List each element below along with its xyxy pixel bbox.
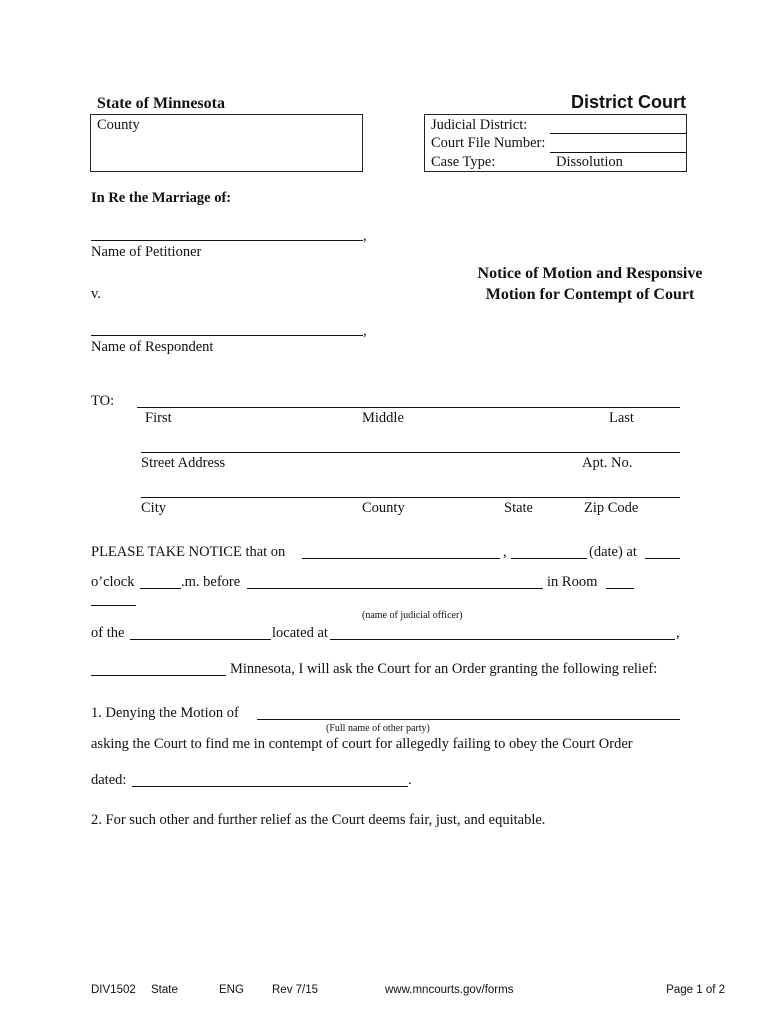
state-label: State (504, 500, 533, 516)
relief-item-2: 2. For such other and further relief as the Court deems fair, just, and equitable. (91, 812, 546, 828)
street-address-field[interactable] (141, 452, 680, 453)
other-party-hint: (Full name of other party) (326, 723, 430, 734)
respondent-comma: , (363, 323, 367, 339)
footer-language: ENG (219, 984, 244, 996)
hearing-hour-field[interactable] (645, 558, 680, 559)
minnesota-relief-sentence: Minnesota, I will ask the Court for an Order granting the following relief: (230, 661, 658, 677)
am-pm-field[interactable] (140, 588, 181, 589)
case-info-box (424, 114, 687, 172)
footer-website-link[interactable]: www.mncourts.gov/forms (385, 984, 514, 996)
judicial-district-label: Judicial District: (431, 117, 528, 133)
hearing-date-field[interactable] (511, 558, 587, 559)
document-title-line2: Motion for Contempt of Court (485, 286, 695, 303)
m-before-label: .m. before (181, 574, 241, 590)
street-address-label: Street Address (141, 455, 226, 471)
state-title: State of Minnesota (97, 95, 225, 112)
located-at-label: located at (272, 625, 328, 641)
footer-scope: State (151, 984, 178, 996)
footer-revision: Rev 7/15 (272, 984, 319, 996)
footer-form-id: DIV1502 (91, 984, 136, 996)
oclock-label: o’clock (91, 574, 135, 590)
to-label: TO: (91, 393, 115, 409)
document-title (400, 263, 770, 305)
respondent-label: Name of Respondent (91, 339, 214, 355)
document-title-line1: Notice of Motion and Responsive (477, 265, 703, 282)
relief-item-1-body: asking the Court to find me in contempt of court for allegedly failing to obey the Court Order (91, 736, 633, 752)
judicial-officer-hint: (name of judicial officer) (362, 610, 463, 621)
county-box[interactable] (90, 114, 363, 172)
in-room-label: in Room (547, 574, 598, 590)
dated-period: . (408, 772, 412, 788)
petitioner-label: Name of Petitioner (91, 244, 202, 260)
room-field-continued[interactable] (91, 605, 136, 606)
court-location-field[interactable] (330, 639, 675, 640)
county-label: County (97, 117, 140, 133)
last-name-label: Last (609, 410, 634, 426)
hearing-day-field[interactable] (302, 558, 500, 559)
court-order-date-field[interactable] (132, 786, 408, 787)
middle-name-label: Middle (362, 410, 404, 426)
case-type-label: Case Type: (431, 154, 496, 170)
dated-label: dated: (91, 772, 127, 788)
county-name-field[interactable] (130, 639, 271, 640)
notice-comma: , (503, 544, 507, 560)
respondent-name-field[interactable] (91, 335, 363, 336)
judicial-officer-field[interactable] (247, 588, 543, 589)
city-name-field[interactable] (91, 675, 226, 676)
court-title: District Court (570, 92, 686, 112)
first-name-label: First (145, 410, 172, 426)
date-at-label: (date) at (589, 544, 637, 560)
other-party-name-field[interactable] (257, 719, 680, 720)
in-re-heading: In Re the Marriage of: (91, 190, 232, 206)
relief-item-1-prefix: 1. Denying the Motion of (91, 705, 239, 721)
room-field[interactable] (606, 588, 634, 589)
petitioner-comma: , (363, 228, 367, 244)
court-file-number-field[interactable] (550, 152, 687, 153)
judicial-district-field[interactable] (550, 133, 687, 134)
please-take-notice: PLEASE TAKE NOTICE that on (91, 544, 286, 560)
court-file-number-label: Court File Number: (431, 135, 546, 151)
apt-label: Apt. No. (582, 455, 633, 471)
versus: v. (91, 286, 101, 302)
zip-code-label: Zip Code (584, 500, 639, 516)
location-comma: , (676, 625, 680, 641)
petitioner-name-field[interactable] (91, 240, 363, 241)
city-label: City (141, 500, 166, 516)
case-type-value: Dissolution (556, 154, 623, 170)
of-the-label: of the (91, 625, 125, 641)
footer-page-number: Page 1 of 2 (666, 984, 725, 996)
recipient-name-field[interactable] (137, 407, 680, 408)
county-label-2: County (362, 500, 405, 516)
city-county-state-zip-field[interactable] (141, 497, 680, 498)
